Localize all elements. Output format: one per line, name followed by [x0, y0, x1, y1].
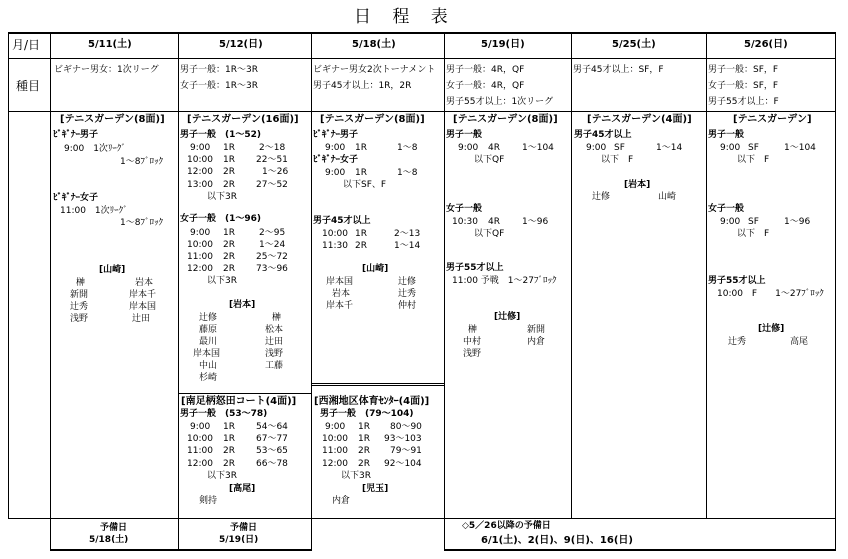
- referee-name: 辻秀: [398, 289, 417, 299]
- referee-name: 榊: [468, 325, 478, 335]
- match-round: 2R: [223, 446, 235, 456]
- event-heading: 女子一般 (1～96): [180, 214, 262, 224]
- referee-name: 榊: [272, 313, 282, 323]
- category-item: 男子45才以上：1R，2R: [313, 81, 412, 91]
- match-note: 以下3R: [207, 276, 237, 286]
- event-heading: ﾋﾞｷﾞﾅｰ女子: [53, 193, 99, 203]
- referee-name: 松本: [265, 325, 284, 335]
- match-round: 2R: [223, 252, 235, 262]
- date-header-1: 5/11(土): [88, 39, 132, 50]
- match-time: 11:00: [322, 446, 348, 456]
- match-round: 4R: [488, 217, 500, 227]
- reserve-day-label: 予備日: [230, 523, 258, 533]
- match-round: 1R: [355, 143, 367, 153]
- match-range: 80～90: [390, 422, 422, 432]
- venue-label: [西湘地区体育ｾﾝﾀｰ(4面)]: [314, 396, 430, 407]
- category-item: ビギナー男女2次トーナメント: [313, 65, 436, 75]
- match-time: 11:00 1次ﾘｰｸﾞ: [60, 206, 128, 216]
- referee-name: 岸本国: [326, 277, 354, 287]
- match-round: 4R: [488, 143, 500, 153]
- venue-label: [テニスガーデン(4面)]: [587, 114, 692, 125]
- match-block: 1～8ﾌﾞﾛｯｸ: [120, 157, 163, 167]
- category-item: 女子一般：4R，QF: [446, 81, 525, 91]
- match-round: 1R: [223, 143, 235, 153]
- match-note: 以下 F: [601, 155, 634, 165]
- match-round: 1R: [223, 422, 235, 432]
- match-note: 以下 F: [737, 155, 770, 165]
- match-round: 1R: [223, 155, 235, 165]
- match-time: 13:00: [187, 180, 213, 190]
- match-range: 2～95: [259, 228, 286, 238]
- match-round: 2R: [223, 459, 235, 469]
- match-round: SF: [748, 143, 759, 153]
- match-range: 2～13: [394, 229, 421, 239]
- match-round: 2R: [355, 241, 367, 251]
- referee-name: 最川: [199, 337, 218, 347]
- match-range: 1～96: [784, 217, 811, 227]
- event-heading: 男子一般 (53～78): [180, 409, 268, 419]
- referee-name: 藤原: [199, 325, 218, 335]
- match-range: 79～91: [390, 446, 422, 456]
- referee-name: 岸本千: [326, 301, 354, 311]
- match-range: 66～78: [256, 459, 288, 469]
- referee-group: [高尾]: [229, 484, 256, 494]
- match-range: 73～96: [256, 264, 288, 274]
- match-time: 12:00: [322, 459, 348, 469]
- match-time: 9:00: [586, 143, 607, 153]
- venue-label: [テニスガーデン]: [733, 114, 812, 125]
- match-round: SF: [748, 217, 759, 227]
- match-note: 以下QF: [474, 155, 505, 165]
- page-title: 日 程 表: [354, 7, 456, 27]
- date-header-5: 5/25(土): [612, 39, 656, 50]
- event-heading: ﾋﾞｷﾞﾅｰ男子: [53, 130, 99, 140]
- category-header: 種目: [16, 79, 41, 93]
- referee-name: 岩本: [332, 289, 351, 299]
- event-heading: 男子一般: [708, 130, 745, 140]
- venue-label: [テニスガーデン(16面)]: [187, 114, 299, 125]
- match-range: 2～18: [259, 143, 286, 153]
- match-round: SF: [614, 143, 625, 153]
- referee-name: 辻修: [199, 313, 218, 323]
- match-block: 1～8ﾌﾞﾛｯｸ: [120, 218, 163, 228]
- referee-group: [山崎]: [362, 264, 389, 274]
- match-time: 9:00: [720, 217, 741, 227]
- event-heading: 男子一般: [446, 130, 483, 140]
- event-heading: 男子一般 (1～52): [180, 130, 262, 140]
- category-item: 男子55才以上：1次リーグ: [446, 97, 554, 107]
- match-time: 9:00: [720, 143, 741, 153]
- match-round: 2R: [223, 240, 235, 250]
- match-round: 1R: [223, 434, 235, 444]
- match-range: 1～14: [394, 241, 421, 251]
- match-range: 67～77: [256, 434, 288, 444]
- match-round: 1R: [355, 168, 367, 178]
- match-time: 10:00: [187, 240, 213, 250]
- match-range: 25～72: [256, 252, 288, 262]
- referee-name: 辻修: [592, 192, 611, 202]
- referee-name: 高尾: [790, 337, 809, 347]
- match-time: 11:00 予戦 1～27ﾌﾞﾛｯｸ: [452, 276, 557, 286]
- match-time: 11:30: [322, 241, 348, 251]
- date-header-6: 5/26(日): [744, 39, 788, 50]
- category-item: 男子一般：1R～3R: [180, 65, 258, 75]
- match-note: 以下3R: [341, 471, 371, 481]
- match-range: 22～51: [256, 155, 288, 165]
- event-heading: ﾋﾞｷﾞﾅｰ女子: [313, 155, 359, 165]
- referee-name: 岩本: [135, 278, 154, 288]
- category-item: 男子一般：SF，F: [708, 65, 779, 75]
- reserve-day-date: 5/18(土): [89, 535, 129, 545]
- referee-name: 新開: [70, 290, 89, 300]
- category-item: ビギナー男女：1次リーグ: [54, 65, 159, 75]
- match-note: 以下3R: [207, 471, 237, 481]
- referee-group: [岩本]: [229, 300, 256, 310]
- match-round: 2R: [223, 167, 235, 177]
- match-time: 9:00: [325, 422, 346, 432]
- match-range: 1～26: [262, 167, 289, 177]
- match-time: 10:00: [187, 155, 213, 165]
- match-range: 1～104: [522, 143, 554, 153]
- category-item: 男子55才以上：F: [708, 97, 779, 107]
- match-range: 1～24: [259, 240, 286, 250]
- referee-group: [辻修]: [494, 312, 521, 322]
- referee-name: 岸本千: [129, 290, 157, 300]
- referee-name: 内倉: [332, 496, 351, 506]
- match-range: 1～8: [397, 168, 418, 178]
- event-heading: 男子55才以上: [446, 263, 504, 273]
- category-item: 女子一般：SF，F: [708, 81, 779, 91]
- referee-group: [児玉]: [362, 484, 389, 494]
- referee-name: 辻秀: [728, 337, 747, 347]
- match-time: 10:00: [187, 434, 213, 444]
- match-time: 9:00 1次ﾘｰｸﾞ: [64, 144, 126, 154]
- match-round: 2R: [358, 446, 370, 456]
- date-header-2: 5/12(日): [219, 39, 263, 50]
- venue-label: [テニスガーデン(8面)]: [60, 114, 165, 125]
- match-time: 10:00: [322, 229, 348, 239]
- match-note: 以下SF、F: [343, 180, 387, 190]
- referee-name: 辻秀: [70, 302, 89, 312]
- referee-name: 岸本国: [193, 349, 221, 359]
- referee-name: 榊: [76, 278, 86, 288]
- match-range: 1～104: [784, 143, 816, 153]
- venue-label: [テニスガーデン(8面)]: [320, 114, 425, 125]
- referee-name: 浅野: [265, 349, 284, 359]
- reserve-days-dates: 6/1(土)、2(日)、9(日)、16(日): [481, 535, 633, 546]
- match-range: 93～103: [384, 434, 422, 444]
- match-note: 以下QF: [474, 229, 505, 239]
- referee-name: 辻修: [398, 277, 417, 287]
- match-range: 54～64: [256, 422, 288, 432]
- match-time: 9:00: [190, 143, 211, 153]
- referee-name: 辻田: [265, 337, 284, 347]
- referee-name: 中山: [199, 361, 218, 371]
- category-item: 女子一般：1R～3R: [180, 81, 258, 91]
- reserve-day-label: 予備日: [100, 523, 128, 533]
- category-item: 男子45才以上：SF，F: [573, 65, 664, 75]
- venue-label: [南足柄怒田コート(4面)]: [181, 396, 297, 407]
- event-heading: 男子一般 (79～104): [320, 409, 414, 419]
- match-round: 2R: [358, 459, 370, 469]
- event-heading: 男子55才以上: [708, 276, 766, 286]
- referee-name: 新開: [527, 325, 546, 335]
- match-time: 10:00: [322, 434, 348, 444]
- match-time: 9:00: [190, 228, 211, 238]
- match-round: 1R: [358, 422, 370, 432]
- match-range: 92～104: [384, 459, 422, 469]
- reserve-day-date: 5/19(日): [219, 535, 259, 545]
- referee-group: [岩本]: [624, 180, 651, 190]
- match-time: 9:00: [325, 168, 346, 178]
- match-time: 12:00: [187, 167, 213, 177]
- match-time: 12:00: [187, 264, 213, 274]
- match-time: 11:00: [187, 252, 213, 262]
- match-time: 10:00 F 1～27ﾌﾞﾛｯｸ: [717, 289, 824, 299]
- match-range: 27～52: [256, 180, 288, 190]
- reserve-days-note: ◇5／26以降の予備日: [462, 521, 551, 531]
- match-time: 9:00: [458, 143, 479, 153]
- month-day-header: 月/日: [12, 38, 41, 52]
- match-range: 1～96: [522, 217, 549, 227]
- referee-group: [山崎]: [99, 265, 126, 275]
- match-round: 1R: [358, 434, 370, 444]
- match-time: 9:00: [190, 422, 211, 432]
- match-time: 10:30: [452, 217, 478, 227]
- event-heading: 男子45才以上: [574, 130, 632, 140]
- venue-label: [テニスガーデン(8面)]: [453, 114, 558, 125]
- match-time: 12:00: [187, 459, 213, 469]
- referee-name: 内倉: [527, 337, 546, 347]
- referee-name: 剣持: [199, 496, 218, 506]
- date-header-4: 5/19(日): [481, 39, 525, 50]
- referee-name: 辻田: [132, 314, 151, 324]
- match-time: 9:00: [325, 143, 346, 153]
- referee-name: 仲村: [398, 301, 417, 311]
- match-range: 1～14: [656, 143, 683, 153]
- match-note: 以下 F: [737, 229, 770, 239]
- event-heading: ﾋﾞｷﾞﾅｰ男子: [313, 130, 359, 140]
- referee-name: 浅野: [463, 349, 482, 359]
- date-header-3: 5/18(土): [352, 39, 396, 50]
- category-item: 男子一般：4R，QF: [446, 65, 525, 75]
- match-range: 53～65: [256, 446, 288, 456]
- referee-group: [辻修]: [758, 324, 785, 334]
- match-round: 1R: [355, 229, 367, 239]
- event-heading: 女子一般: [446, 204, 483, 214]
- referee-name: 岸本国: [129, 302, 157, 312]
- referee-name: 山崎: [658, 192, 677, 202]
- match-round: 2R: [223, 264, 235, 274]
- event-heading: 女子一般: [708, 204, 745, 214]
- match-time: 11:00: [187, 446, 213, 456]
- referee-name: 工藤: [265, 361, 284, 371]
- referee-name: 浅野: [70, 314, 89, 324]
- referee-name: 中村: [463, 337, 482, 347]
- referee-name: 杉崎: [199, 373, 218, 383]
- match-range: 1～8: [397, 143, 418, 153]
- match-round: 1R: [223, 228, 235, 238]
- event-heading: 男子45才以上: [313, 216, 371, 226]
- match-note: 以下3R: [207, 192, 237, 202]
- match-round: 2R: [223, 180, 235, 190]
